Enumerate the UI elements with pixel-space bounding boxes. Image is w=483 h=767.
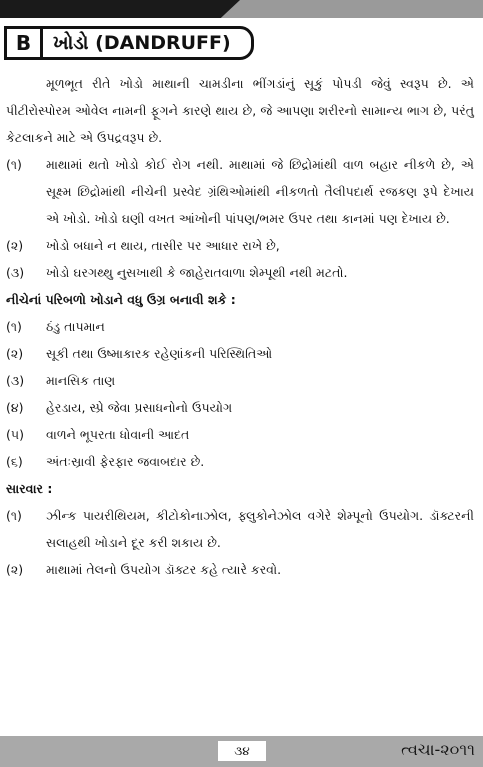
item-number: (૪) xyxy=(6,400,24,415)
factors-heading: નીચેનાં પરિબળો ખોડાને વધુ ઉગ્ર બનાવી શકે : xyxy=(6,292,236,307)
list-item xyxy=(6,340,474,367)
section-letter: B xyxy=(7,29,43,57)
list-item xyxy=(6,313,474,340)
item-number: (૧) xyxy=(6,319,22,334)
list-item xyxy=(6,502,474,556)
item-text: ઠંડુ તાપમાન xyxy=(46,319,105,334)
item-text: હેરડાય, સ્પ્રે જેવા પ્રસાધનોનો ઉપયોગ xyxy=(46,400,233,415)
item-number: (૫) xyxy=(6,427,24,442)
section-title: ખોડો (DANDRUFF) xyxy=(53,32,231,54)
list-item xyxy=(6,556,474,583)
item-text: અંતઃસ્રાવી ફેરફાર જવાબદાર છે. xyxy=(46,454,205,469)
footer-title: ત્વચા-૨૦૧૧ xyxy=(401,740,475,759)
item-number: (૨) xyxy=(6,346,24,361)
list-item xyxy=(6,394,474,421)
item-text: સૂકી તથા ઉષ્માકારક રહેણાંકની પરિસ્થિતિઓ xyxy=(46,346,273,361)
list-item xyxy=(6,259,474,286)
item-number: (૩) xyxy=(6,373,25,388)
item-text: ઝીન્ક પાયરીથિયમ, કીટોકોનાઝોલ, ફ્લુકોનેઝોલ વગેરે શેમ્પૂનો ઉપયોગ. ડૉક્ટરની સલાહથી ખોડાને દૂર કરી શકાય છે. xyxy=(46,508,474,550)
item-text: વાળને ભૂપરતા ધોવાની આદત xyxy=(46,427,190,442)
list-item xyxy=(6,367,474,394)
item-text: ખોડો ઘરગથ્થુ નુસખાથી કે જાહેરાતવાળા શેમ્પૂથી નથી મટતો. xyxy=(46,265,348,280)
section-heading xyxy=(4,26,254,60)
intro-paragraph: મૂળભૂત રીતે ખોડો માથાની ચામડીના ભીંગડાંનું સૂકું પોપડી જેવું સ્વરૂપ છે. એ પીટીરોસ્પોરમ ઓવેલ નામની ફૂગને કારણે થાય છે, જે આપણા શરીરનો સામાન્ય ભાગ છે, પરંતુ કેટલાકને માટે એ ઉપદ્રવરૂપ છે. xyxy=(6,76,474,145)
item-number: (૧) xyxy=(6,508,22,523)
list-item xyxy=(6,232,474,259)
top-decorative-bar-dark xyxy=(0,0,240,18)
item-number: (૧) xyxy=(6,157,22,172)
item-number: (૬) xyxy=(6,454,23,469)
item-text: માથામાં તેલનો ઉપયોગ ડૉક્ટર કહે ત્યારે કરવો. xyxy=(46,562,282,577)
item-number: (૨) xyxy=(6,562,24,577)
list-item xyxy=(6,421,474,448)
page-number: ૩૪ xyxy=(218,741,266,761)
list-item xyxy=(6,151,474,232)
list-item xyxy=(6,448,474,475)
item-number: (૨) xyxy=(6,238,24,253)
item-text: ખોડો બધાને ન થાય, તાસીર પર આધાર રાખે છે, xyxy=(46,238,280,253)
treatment-heading: સારવાર : xyxy=(6,481,53,496)
item-text: માથામાં થતો ખોડો કોઈ રોગ નથી. માથામાં જે છિદ્રોમાંથી વાળ બહાર નીકળે છે, એ સૂક્ષ્મ છિદ્રોમાંથી નીચેની પ્રસ્વેદ ગ્રંથિઓમાંથી નીકળતો તૈલીપદાર્થ રજકણ રૂપે દેખાય એ ખોડો. ખોડો ઘણી વખત આંખોની પાંપણ/ભમર ઉપર તથા કાનમાં પણ દેખાય છે. xyxy=(46,157,474,226)
article-body xyxy=(6,70,474,583)
item-number: (૩) xyxy=(6,265,25,280)
item-text: માનસિક તાણ xyxy=(46,373,116,388)
